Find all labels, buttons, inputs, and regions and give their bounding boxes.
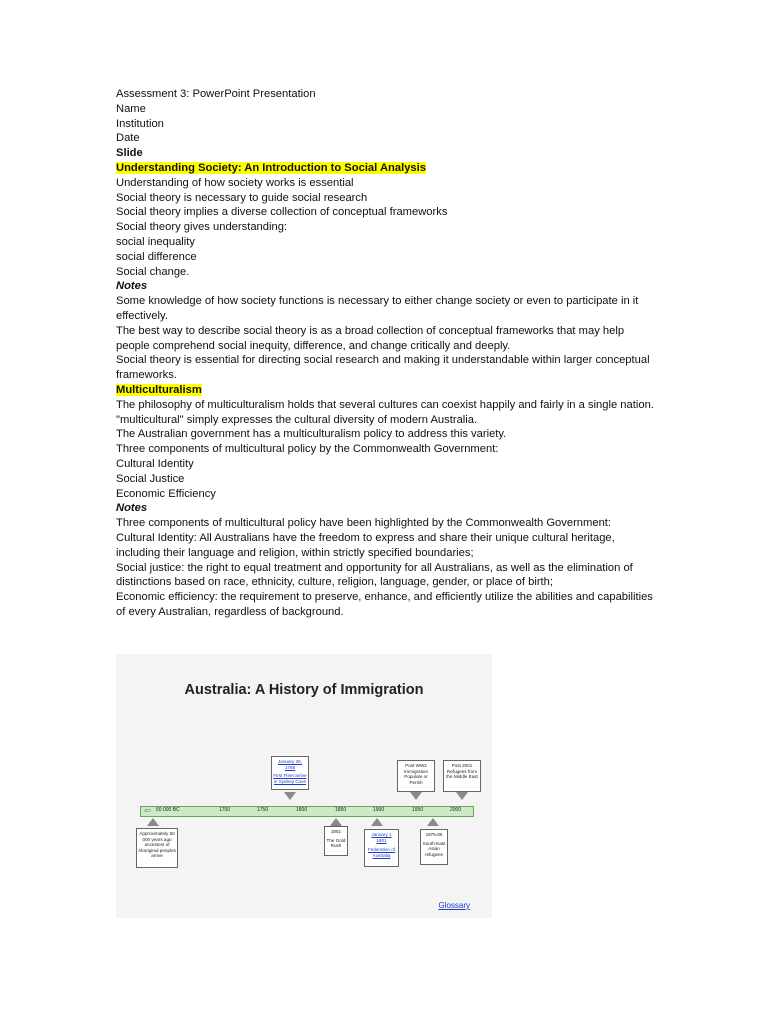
tick-label: 1850 xyxy=(335,807,347,813)
slide-label: Slide xyxy=(116,147,143,160)
bullet-line: Understanding of how society works is essential xyxy=(116,176,354,189)
box-federation xyxy=(364,829,399,867)
left-arrow-icon: ⇦ xyxy=(144,806,151,815)
link-1901[interactable]: January 1 1901 xyxy=(371,832,392,843)
tick-label: 1800 xyxy=(296,807,308,813)
arrow-up-icon xyxy=(330,818,342,826)
tick-label: 1700 xyxy=(219,807,231,813)
box-south-east-asia xyxy=(420,829,448,865)
arrow-up-icon xyxy=(371,818,383,826)
box-text: South-East Asian refugees xyxy=(422,840,446,857)
header-line: Assessment 3: PowerPoint Presentation xyxy=(116,88,316,100)
tick-label: 1900 xyxy=(373,807,385,813)
box-text: Approximately 50 000 years ago ancestors of Aboriginal peoples arrive xyxy=(138,831,176,859)
notes-paragraph: Some knowledge of how society functions is necessary to either change society or even to participate in it effectively. xyxy=(116,295,639,322)
tick-label: 50 000 BC xyxy=(156,807,180,813)
bullet-line: Social Justice xyxy=(116,472,185,485)
bullet-line: The philosophy of multiculturalism holds that several cultures can coexist happily and fairly in a single nation. xyxy=(116,398,654,411)
header-block xyxy=(116,87,656,146)
arrow-down-icon xyxy=(284,792,296,800)
tick-label: 2000 xyxy=(450,807,462,813)
box-year: 1975-85 xyxy=(425,832,443,837)
arrow-down-icon xyxy=(410,792,422,800)
bullet-line: "multicultural" simply expresses the cultural diversity of modern Australia. xyxy=(116,413,478,426)
box-year: 1851 xyxy=(330,829,342,834)
box-1788 xyxy=(271,756,309,790)
figure-title: Australia: A History of Immigration xyxy=(184,682,424,698)
notes-paragraph: Economic efficiency: the requirement to preserve, enhance, and efficiently utilize the abilities and capabilities of every Australian, regardless of background. xyxy=(116,591,653,618)
header-line: Institution xyxy=(116,117,164,130)
box-post-ww2 xyxy=(397,760,435,792)
glossary-link[interactable]: Glossary xyxy=(438,901,470,910)
section-heading: Multiculturalism xyxy=(116,383,202,396)
bullet-line: Social theory gives understanding: xyxy=(116,221,288,234)
box-text: The Gold Rush xyxy=(326,837,346,849)
notes-paragraph: Social justice: the right to equal treatment and opportunity for all Australians, as well as the elimination of distinctions based on race, ethnicity, culture, religion, language, gender, or place of birth; xyxy=(116,561,633,589)
box-text: Post 2001 Refugees from the Middle East xyxy=(446,763,478,780)
notes-paragraph: Cultural Identity: All Australians have the freedom to express and share their unique cultural heritage, including their language and religion, within strictly specified boundaries; xyxy=(116,531,615,559)
bullet-line: social difference xyxy=(116,250,197,263)
bullet-line: The Australian government has a multiculturalism policy to address this variety. xyxy=(116,428,507,441)
bullet-line: social inequality xyxy=(116,235,195,248)
notes-paragraph: The best way to describe social theory is as a broad collection of conceptual frameworks that may help people comprehend social inequity, difference, and change critically and deeply. xyxy=(116,324,625,352)
link-federation[interactable]: Federation of Australia xyxy=(367,847,396,858)
link-1788[interactable]: January 26, 1788 xyxy=(277,759,302,770)
header-line: Date xyxy=(116,132,140,145)
notes-paragraph: Social theory is essential for directing social research and making it understandable within larger conceptual frameworks. xyxy=(116,354,650,382)
arrow-down-icon xyxy=(456,792,468,800)
bullet-line: Social theory implies a diverse collection of conceptual frameworks xyxy=(116,206,448,219)
notes-label: Notes xyxy=(116,280,148,293)
tick-label: 1950 xyxy=(412,807,424,813)
arrow-up-icon xyxy=(427,818,439,826)
tick-label: 1750 xyxy=(257,807,269,813)
bullet-line: Economic Efficiency xyxy=(116,487,216,500)
bullet-line: Social change. xyxy=(116,265,190,278)
box-aboriginal xyxy=(136,828,178,868)
box-gold-rush xyxy=(324,826,348,856)
header-line: Name xyxy=(116,102,146,115)
bullet-line: Social theory is necessary to guide social research xyxy=(116,191,368,204)
box-post-2001 xyxy=(443,760,481,792)
section-heading: Understanding Society: An Introduction to Social Analysis xyxy=(116,161,426,174)
link-first-fleet[interactable]: First Fleet arrive in Sydney Cove xyxy=(273,773,307,784)
bullet-line: Three components of multicultural policy by the Commonwealth Government: xyxy=(116,443,499,456)
document-body xyxy=(116,87,656,620)
notes-paragraph: Three components of multicultural policy have been highlighted by the Commonwealth Government: xyxy=(116,517,612,530)
box-text: Post WW2 Immigration Populate or Perish xyxy=(404,763,428,785)
immigration-timeline-figure xyxy=(116,654,492,918)
notes-label: Notes xyxy=(116,502,148,515)
bullet-line: Cultural Identity xyxy=(116,457,194,470)
arrow-up-icon xyxy=(147,818,159,826)
